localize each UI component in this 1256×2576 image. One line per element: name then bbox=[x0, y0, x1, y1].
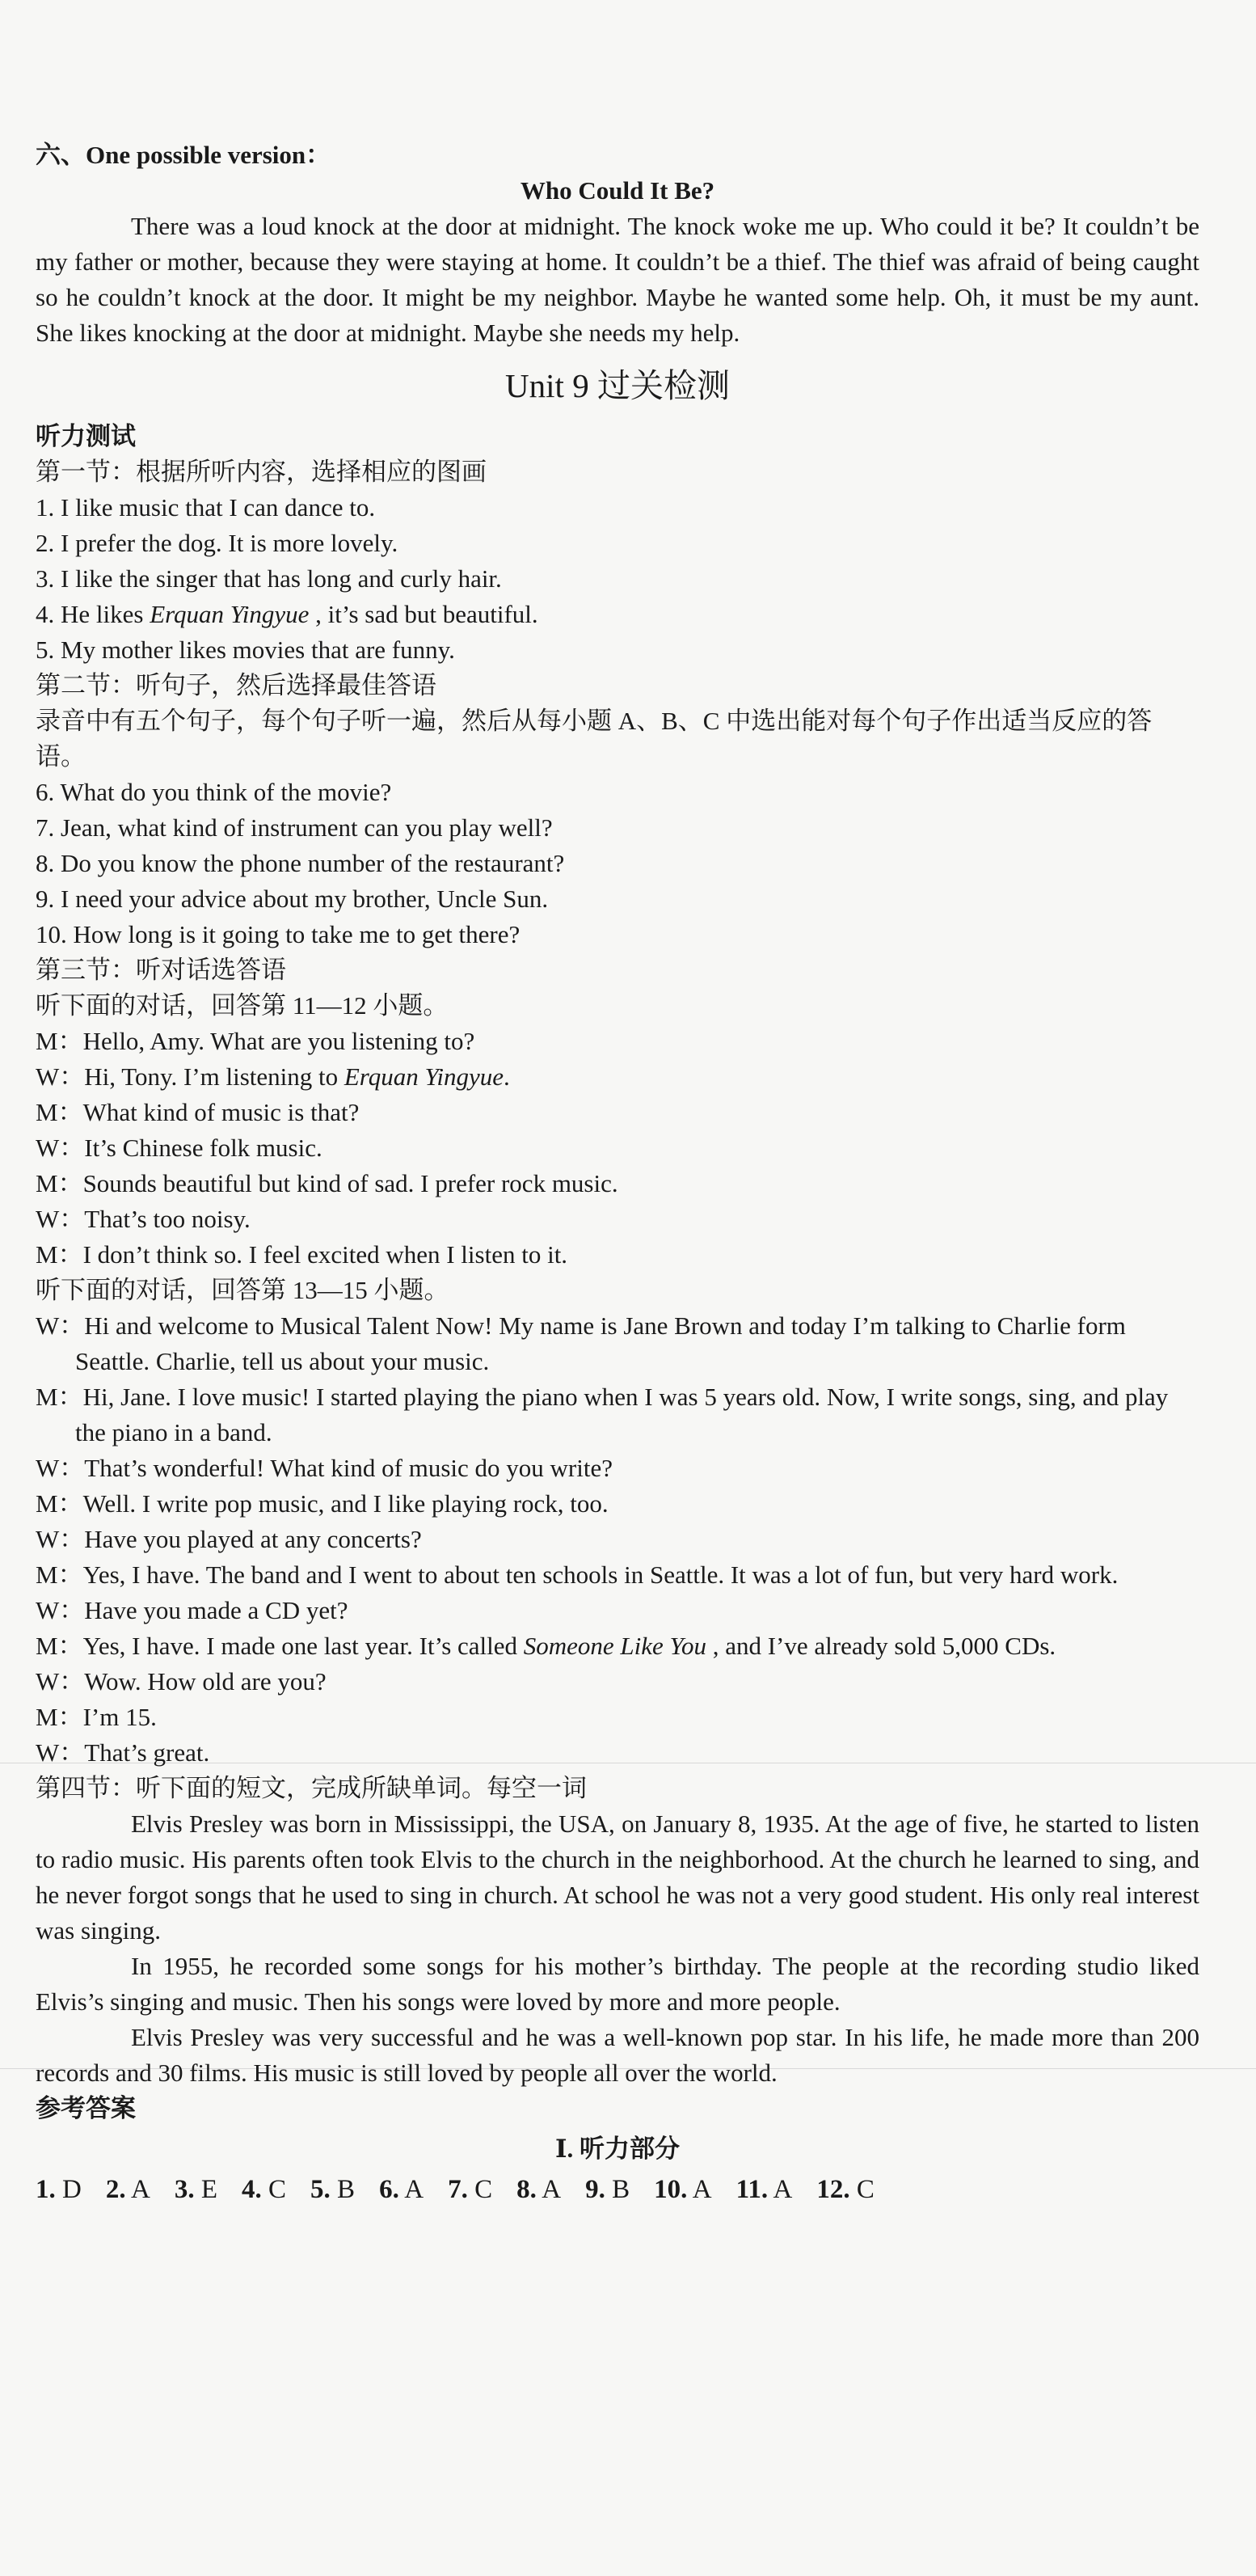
part2-line: 9. I need your advice about my brother, Uncle Sun. bbox=[36, 885, 549, 913]
part1-line-text: 3. I like the singer that has long and curly hair. bbox=[36, 564, 502, 593]
answers-section-title: Ⅰ. 听力部分 bbox=[554, 2135, 680, 2163]
part1-line-text-end: , it’s sad but beautiful. bbox=[309, 600, 538, 628]
part1-line bbox=[36, 561, 1199, 597]
page-content bbox=[36, 137, 1199, 2207]
answer-item bbox=[36, 2172, 82, 2207]
dialog-line-text: M：Hi, Jane. I love music! I started playing the piano when I was 5 years old. Now, I write songs, sing, and play the piano in a band. bbox=[36, 1383, 1169, 1446]
dialog-line-italic-title: Erquan Yingyue bbox=[344, 1062, 504, 1091]
dialog-line-text: W：Wow. How old are you? bbox=[36, 1667, 327, 1696]
dialog-line-text: W：It’s Chinese folk music. bbox=[36, 1134, 322, 1162]
answer-item bbox=[379, 2172, 424, 2207]
dialog-line-text-end: , and I’ve already sold 5,000 CDs. bbox=[706, 1632, 1056, 1660]
dialog-line-text: W：That’s wonderful! What kind of music do you write? bbox=[36, 1454, 613, 1482]
answer-letter: A bbox=[536, 2175, 562, 2204]
answer-item bbox=[310, 2172, 355, 2207]
dialog-line bbox=[36, 1130, 1199, 1166]
answer-item bbox=[106, 2172, 150, 2207]
passage-paragraph: Elvis Presley was born in Mississippi, the USA, on January 8, 1935. At the age of five, he started to listen to radio music. His parents often took Elvis to the church in the neighborhood. At the church he learned to sing, and he never forgot songs that he used to sing in church. At school he was not a very good student. His only real interest was singing. bbox=[36, 1810, 1199, 1945]
listening-heading: 听力测试 bbox=[36, 422, 136, 450]
dialog-line-text: M：I’m 15. bbox=[36, 1703, 157, 1731]
part2-line: 8. Do you know the phone number of the restaurant? bbox=[36, 849, 565, 877]
dialog-line-text: M：Yes, I have. I made one last year. It’s called bbox=[36, 1632, 524, 1660]
answer-number: 3. bbox=[174, 2175, 195, 2204]
part1-line bbox=[36, 526, 1199, 561]
dialog-line-text: M：What kind of music is that? bbox=[36, 1098, 360, 1126]
part2-instruction: 录音中有五个句子，每个句子听一遍，然后从每小题 A、B、C 中选出能对每个句子作出适当反应的答语。 bbox=[36, 707, 1153, 771]
dialog-line-text: W：Have you played at any concerts? bbox=[36, 1525, 422, 1553]
part2-line: 10. How long is it going to take me to get there? bbox=[36, 920, 521, 948]
answer-number: 10. bbox=[654, 2175, 688, 2204]
dialog-line bbox=[36, 1486, 1199, 1522]
dialog-line-text: M：I don’t think so. I feel excited when I listen to it. bbox=[36, 1240, 568, 1269]
dialog-line-text: M：Hello, Amy. What are you listening to? bbox=[36, 1027, 475, 1055]
dialog-line bbox=[36, 1166, 1199, 1201]
dialog-line bbox=[36, 1664, 1199, 1700]
answer-letter: A bbox=[125, 2175, 150, 2204]
section6-heading: 六、One possible version： bbox=[36, 141, 331, 169]
dialog-line-italic-title: Someone Like You bbox=[523, 1632, 706, 1660]
dialog-line bbox=[36, 1095, 1199, 1130]
answer-number: 9. bbox=[585, 2175, 605, 2204]
dialog-line bbox=[36, 1024, 1199, 1059]
dialog-line bbox=[36, 1451, 1199, 1486]
answer-letter: A bbox=[687, 2175, 712, 2204]
dialog-line-text: M：Well. I write pop music, and I like playing rock, too. bbox=[36, 1489, 609, 1518]
answer-letter: E bbox=[194, 2175, 218, 2204]
answer-letter: A bbox=[768, 2175, 793, 2204]
passage-paragraph: Elvis Presley was very successful and he was a well-known pop star. In his life, he made more than 200 records and 30 films. His music is still loved by people all over the world. bbox=[36, 2023, 1199, 2087]
dialog-line bbox=[36, 1735, 1199, 1771]
answer-number: 4. bbox=[242, 2175, 262, 2204]
part2-line: 6. What do you think of the movie? bbox=[36, 778, 392, 806]
answer-item bbox=[736, 2172, 793, 2207]
answer-number: 12. bbox=[816, 2175, 850, 2204]
part1-line-text: 5. My mother likes movies that are funny. bbox=[36, 636, 455, 664]
answer-letter: C bbox=[849, 2175, 875, 2204]
dialog-line bbox=[36, 1201, 1199, 1237]
part1-line-italic-title: Erquan Yingyue bbox=[150, 600, 310, 628]
dialog-line bbox=[36, 1379, 1199, 1451]
answer-letter: C bbox=[467, 2175, 493, 2204]
dialog-line bbox=[36, 1522, 1199, 1557]
part2-title: 第二节：听句子，然后选择最佳答语 bbox=[36, 671, 436, 699]
dialog-line bbox=[36, 1700, 1199, 1735]
part1-lines bbox=[36, 490, 1199, 668]
answer-number: 11. bbox=[735, 2175, 769, 2204]
dialog-line-text-end: . bbox=[504, 1062, 510, 1091]
dialog-line bbox=[36, 1628, 1199, 1664]
part1-line bbox=[36, 597, 1199, 632]
dialog-line-text: W：That’s great. bbox=[36, 1738, 210, 1767]
passage-paragraph: In 1955, he recorded some songs for his mother’s birthday. The people at the recording studio liked Elvis’s singing and music. Then his songs were loved by more and more people. bbox=[36, 1952, 1199, 2016]
answer-letter: C bbox=[261, 2175, 287, 2204]
answer-number: 8. bbox=[516, 2175, 537, 2204]
dialog2-intro: 听下面的对话，回答第 13—15 小题。 bbox=[36, 1276, 449, 1304]
answer-letter: B bbox=[330, 2175, 356, 2204]
dialog-line-text: M：Sounds beautiful but kind of sad. I prefer rock music. bbox=[36, 1169, 618, 1197]
answer-number: 5. bbox=[310, 2175, 331, 2204]
part4-title: 第四节：听下面的短文，完成所缺单词。每空一词 bbox=[36, 1774, 587, 1802]
answer-item bbox=[516, 2172, 561, 2207]
answers-heading: 参考答案 bbox=[36, 2094, 136, 2122]
dialog-line bbox=[36, 1237, 1199, 1273]
answer-item bbox=[654, 2172, 712, 2207]
part3-title: 第三节：听对话选答语 bbox=[36, 956, 286, 984]
dialog2 bbox=[36, 1308, 1199, 1771]
part1-line bbox=[36, 490, 1199, 526]
answer-letter: D bbox=[55, 2175, 82, 2204]
dialog-line bbox=[36, 1557, 1199, 1593]
answer-item bbox=[242, 2172, 286, 2207]
answer-item bbox=[448, 2172, 492, 2207]
answer-item bbox=[816, 2172, 875, 2207]
part2-line: 7. Jean, what kind of instrument can you play well? bbox=[36, 813, 553, 842]
dialog-line bbox=[36, 1593, 1199, 1628]
dialog-line-text: M：Yes, I have. The band and I went to about ten schools in Seattle. It was a lot of fun, but very hard work. bbox=[36, 1560, 1119, 1589]
part4-passage bbox=[36, 1806, 1199, 2091]
part1-line-text: 4. He likes bbox=[36, 600, 150, 628]
dialog-line bbox=[36, 1308, 1199, 1379]
answer-number: 1. bbox=[36, 2175, 56, 2204]
answer-item bbox=[175, 2172, 217, 2207]
part1-line-text: 1. I like music that I can dance to. bbox=[36, 493, 376, 522]
part1-line-text: 2. I prefer the dog. It is more lovely. bbox=[36, 529, 398, 557]
part1-line bbox=[36, 632, 1199, 668]
part2-lines bbox=[36, 775, 1199, 952]
answer-letter: A bbox=[398, 2175, 424, 2204]
dialog1-intro: 听下面的对话，回答第 11—12 小题。 bbox=[36, 991, 449, 1020]
essay-text: There was a loud knock at the door at midnight. The knock woke me up. Who could it be? It couldn’t be my father or mother, because they were staying at home. It couldn’t be a thief. The thief was afraid of being caught so he couldn’t knock at the door. It might be my neighbor. Maybe he wanted some help. Oh, it must be my aunt. She likes knocking at the door at midnight. Maybe she needs my help. bbox=[36, 212, 1199, 347]
part1-title: 第一节：根据所听内容，选择相应的图画 bbox=[36, 458, 487, 486]
answer-letter: B bbox=[605, 2175, 630, 2204]
dialog-line bbox=[36, 1059, 1199, 1095]
dialog-line-text: W：That’s too noisy. bbox=[36, 1205, 251, 1233]
answer-item bbox=[585, 2172, 630, 2207]
answer-number: 2. bbox=[105, 2175, 126, 2204]
answer-number: 6. bbox=[379, 2175, 399, 2204]
essay-title: Who Could It Be? bbox=[520, 176, 715, 205]
dialog-line-text: W：Hi, Tony. I’m listening to bbox=[36, 1062, 344, 1091]
answer-number: 7. bbox=[448, 2175, 468, 2204]
dialog-line-text: W：Have you made a CD yet? bbox=[36, 1596, 348, 1624]
unit-title: Unit 9 过关检测 bbox=[505, 367, 730, 404]
dialog1 bbox=[36, 1024, 1199, 1273]
answers-row bbox=[36, 2172, 1199, 2207]
dialog-line-text: W：Hi and welcome to Musical Talent Now! My name is Jane Brown and today I’m talking to Charlie form Seattle. Charlie, tell us about your music. bbox=[36, 1311, 1126, 1375]
